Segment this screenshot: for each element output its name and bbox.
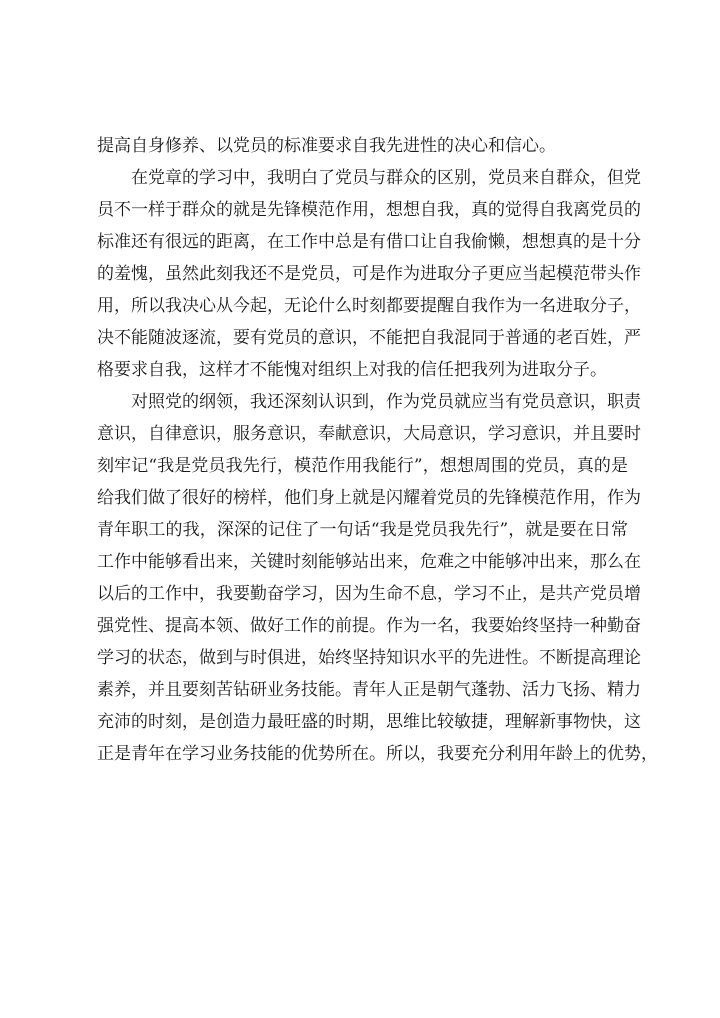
text-line: 决不能随波逐流，要有党员的意识，不能把自我混同于普通的老百姓，严 bbox=[97, 328, 641, 348]
text-line: 工作中能够看出来，关键时刻能够站出来，危难之中能够冲出来，那么在 bbox=[97, 552, 641, 572]
text-line: 对照党的纲领，我还深刻认识到，作为党员就应当有党员意识，职责 bbox=[131, 392, 641, 412]
text-line: 给我们做了很好的榜样，他们身上就是闪耀着党员的先锋模范作用，作为 bbox=[97, 488, 641, 508]
text-line: 正是青年在学习业务技能的优势所在。所以，我要充分利用年龄上的优势， bbox=[97, 744, 658, 764]
text-line: 标准还有很远的距离，在工作中总是有借口让自我偷懒，想想真的是十分 bbox=[97, 232, 641, 252]
text-line: 充沛的时刻，是创造力最旺盛的时期，思维比较敏捷，理解新事物快，这 bbox=[97, 712, 641, 732]
text-line: 学习的状态，做到与时俱进，始终坚持知识水平的先进性。不断提高理论 bbox=[97, 648, 641, 668]
document-body bbox=[97, 130, 658, 770]
text-line: 用，所以我决心从今起，无论什么时刻都要提醒自我作为一名进取分子， bbox=[97, 296, 641, 316]
text-line: 提高自身修养、以党员的标准要求自我先进性的决心和信心。 bbox=[97, 136, 556, 156]
text-line: 的羞愧，虽然此刻我还不是党员，可是作为进取分子更应当起模范带头作 bbox=[97, 264, 641, 284]
paragraph-3 bbox=[97, 386, 658, 770]
text-line: 格要求自我，这样才不能愧对组织上对我的信任把我列为进取分子。 bbox=[97, 360, 607, 380]
text-line: 在党章的学习中，我明白了党员与群众的区别，党员来自群众，但党 bbox=[131, 168, 641, 188]
paragraph-2 bbox=[97, 162, 641, 386]
text-line: 刻牢记“我是党员我先行，模范作用我能行”，想想周围的党员，真的是 bbox=[97, 456, 628, 476]
text-line: 以后的工作中，我要勤奋学习，因为生命不息，学习不止，是共产党员增 bbox=[97, 584, 641, 604]
text-line: 员不一样于群众的就是先锋模范作用，想想自我，真的觉得自我离党员的 bbox=[97, 200, 641, 220]
text-line: 意识，自律意识，服务意识，奉献意识，大局意识，学习意识，并且要时 bbox=[97, 424, 641, 444]
text-line: 青年职工的我，深深的记住了一句话“我是党员我先行”，就是要在日常 bbox=[97, 520, 628, 540]
text-line: 素养，并且要刻苦钻研业务技能。青年人正是朝气蓬勃、活力飞扬、精力 bbox=[97, 680, 641, 700]
paragraph-1 bbox=[97, 130, 628, 162]
text-line: 强党性、提高本领、做好工作的前提。作为一名，我要始终坚持一种勤奋 bbox=[97, 616, 641, 636]
